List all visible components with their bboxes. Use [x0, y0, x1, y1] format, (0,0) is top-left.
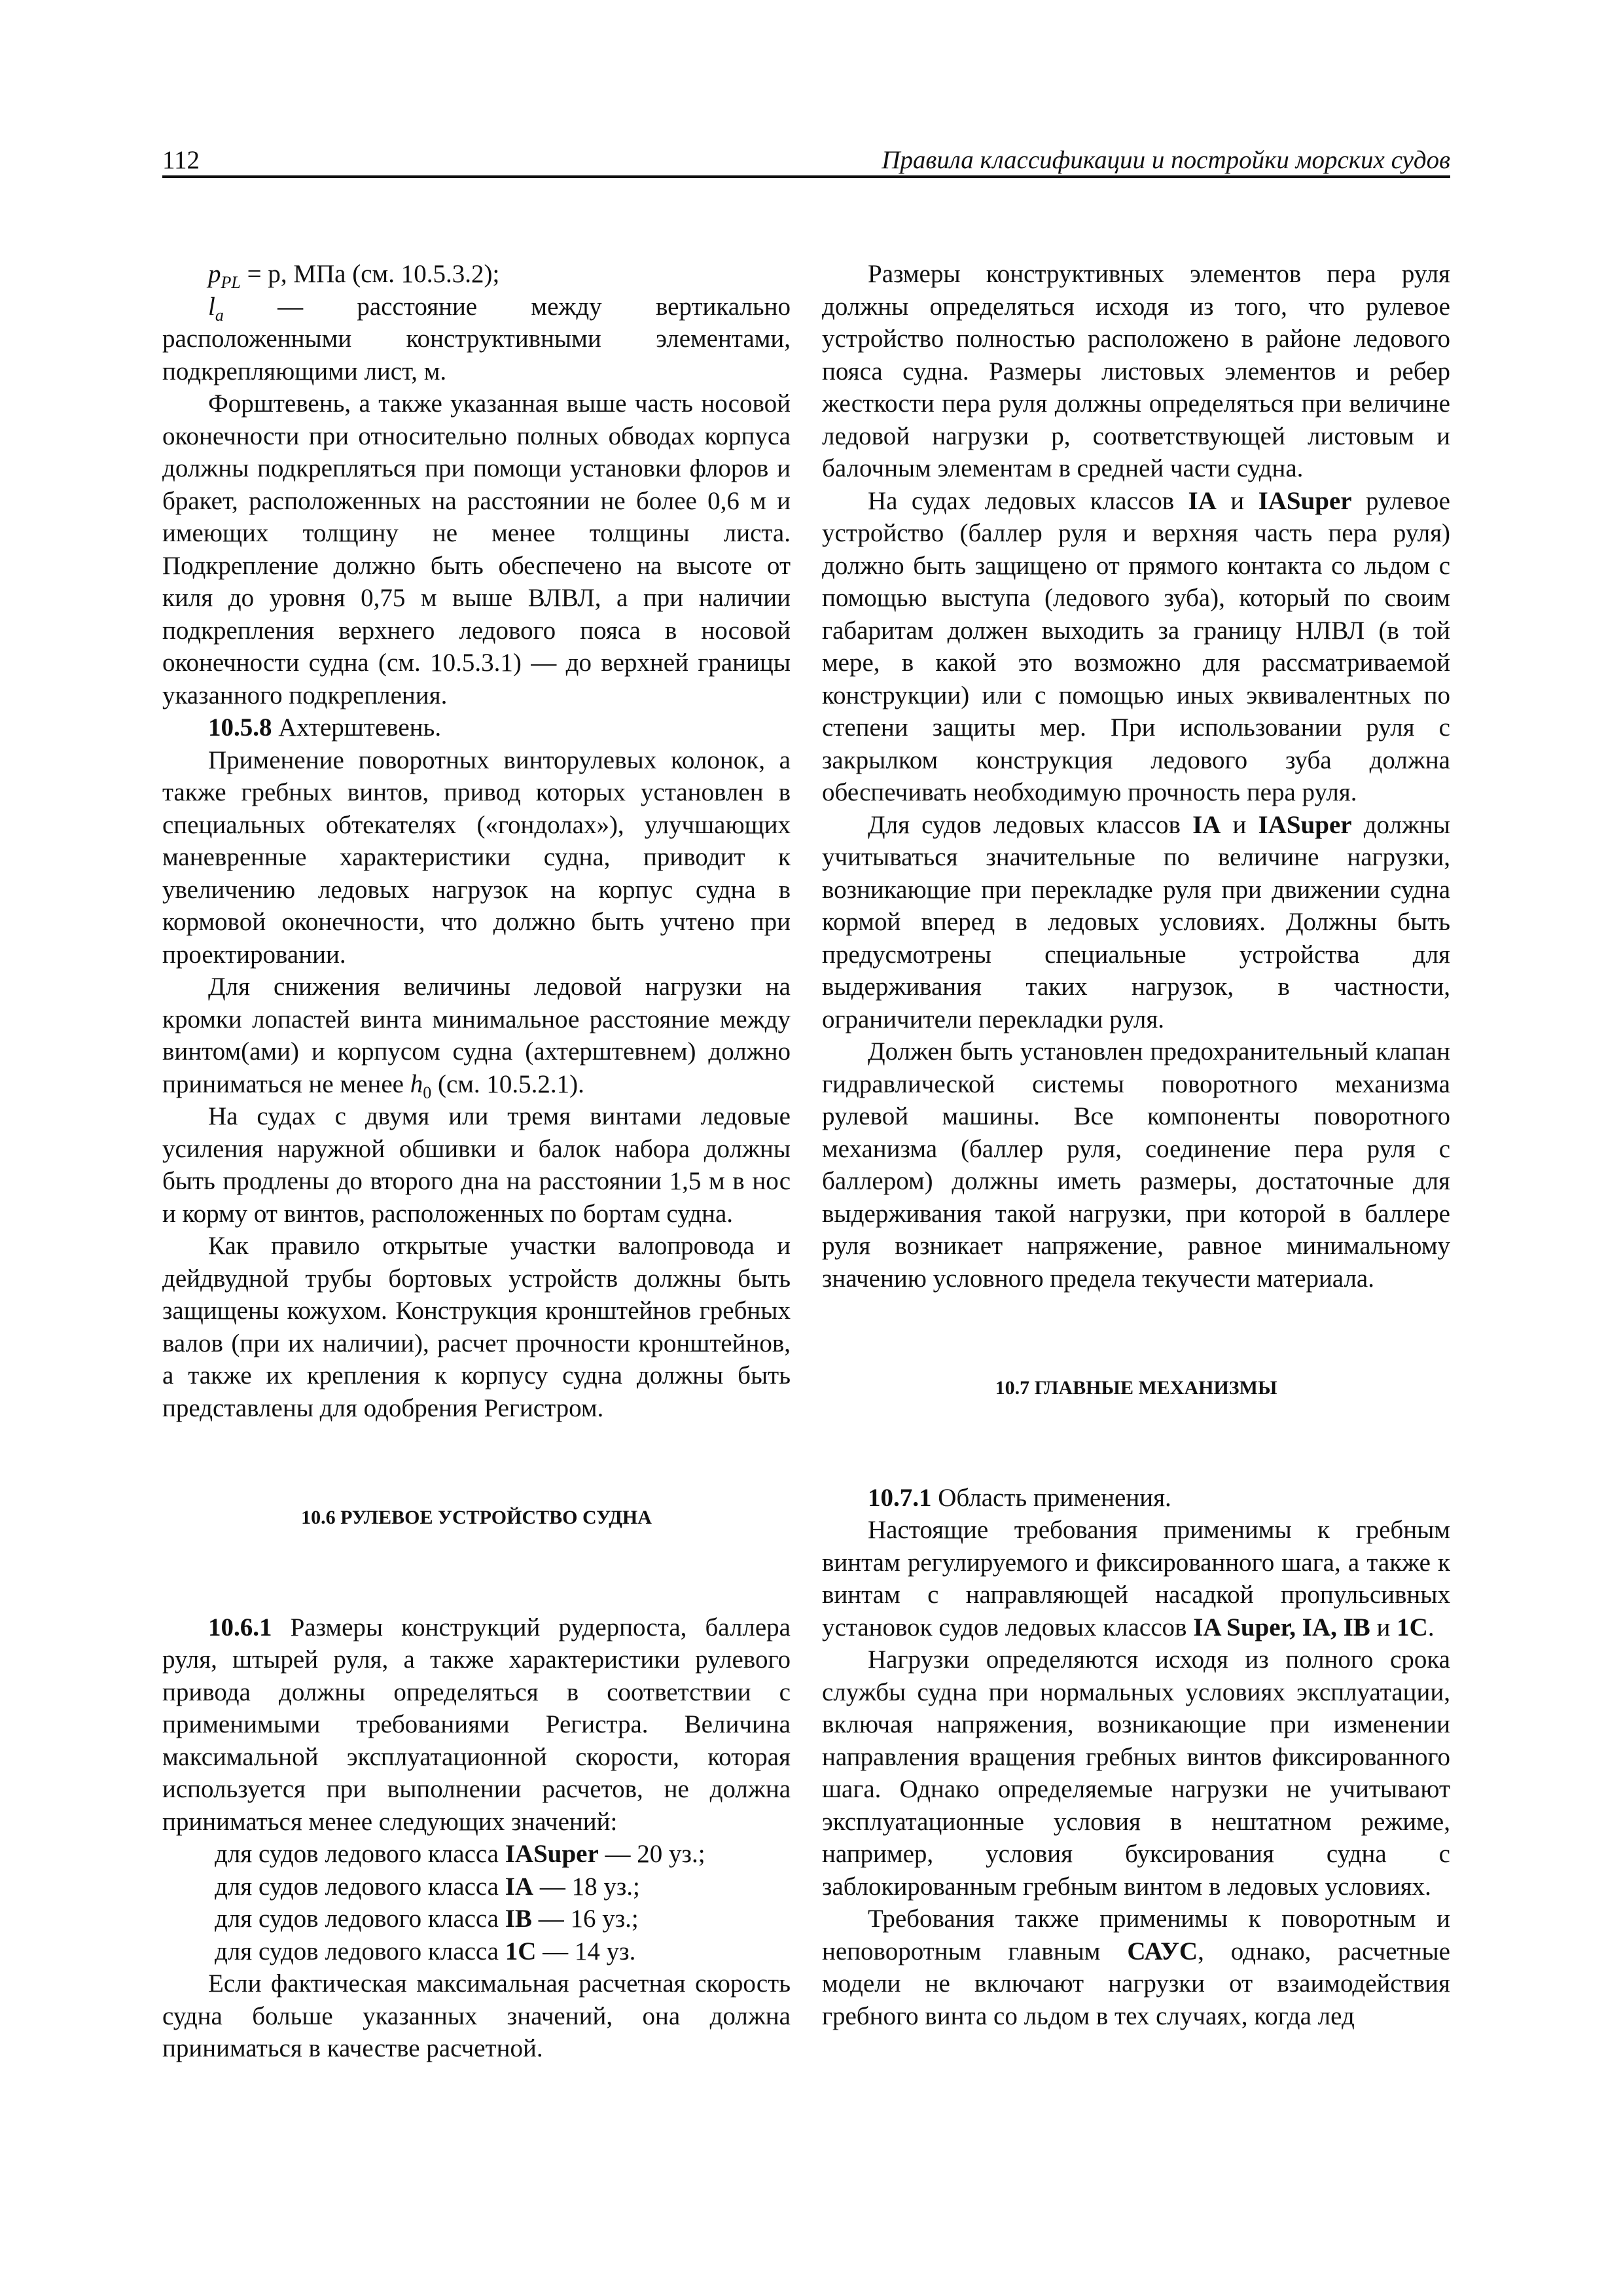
- paragraph-text: рулевое устройство (баллер руля и верхняя часть пера руля) должно быть защищено от прямого контакта со льдом с помощью выступа (ледового зуба), который по своим габаритам должен выходить за границу НЛВЛ (в той мере, в какой это возможно для рассматриваемой конструкции) или с помощью иных эквивалентных по степени защиты мер. При использовании руля с закрылком конструкция ледового зуба должна обеспечивать необходимую прочность пера руля.: [822, 486, 1450, 806]
- sub-0: 0: [423, 1083, 432, 1102]
- var-h: h: [410, 1069, 423, 1098]
- paragraph-text: должны учитываться значительные по величине нагрузки, возникающие при перекладке руля при движении судна кормой вперед в ледовых условиях. Должны быть предусмотрены специальные устройства для выдерживания таких нагрузок, в частности, ограничители перекладки руля.: [822, 810, 1451, 1033]
- section-10-5-8-title: [162, 711, 791, 744]
- paragraph-forshteven: Форштевень, а также указанная выше часть носовой оконечности при относительно полных обводах корпуса должны подкрепляться при помощи установки флоров и бракет, расположенных на расстоянии не более 0,6 м и имеющих толщину не менее толщины листа. Подкрепление должно быть обеспечено на высоте от киля до уровня 0,75 м выше ВЛВЛ, а при наличии подкрепления верхнего ледового пояса в носовой оконечности судна (см. 10.5.3.1) — до верхней границы указанного подкрепления.: [162, 389, 791, 709]
- section-title: Область применения.: [931, 1483, 1171, 1512]
- ice-class: 1C: [1397, 1613, 1428, 1641]
- page-number: 112: [162, 146, 200, 174]
- item-prefix: для судов ледового класса: [215, 1937, 505, 1965]
- conjunction: и: [1370, 1613, 1397, 1641]
- ice-class: IASuper: [505, 1840, 599, 1868]
- definition-la-text: — расстояние между вертикально расположенными конструктивными элементами, подкрепляющими лист, м.: [162, 292, 791, 386]
- speed-list-item: [162, 1903, 791, 1935]
- ice-class: IASuper: [1258, 486, 1352, 515]
- item-suffix: — 18 уз.;: [533, 1872, 640, 1901]
- paragraph-text: Для судов ледовых классов: [868, 810, 1193, 839]
- paragraph-text: , однако, расчетные модели не включают нагрузки от взаимодействия гребного винта со льдом в тех случаях, когда лед: [822, 1937, 1450, 2030]
- sub-pl: PL: [221, 272, 241, 292]
- section-10-7-1-title: [822, 1482, 1450, 1515]
- paragraph-primenenie: Применение поворотных винторулевых колонок, а также гребных винтов, привод которых установлен в специальных обтекателях («гондолах»), улучшающих маневренные характеристики судна, приводит к увеличению ледовых нагрузок на корпус судна в кормовой оконечности, что должно быть учтено при проектировании.: [162, 745, 791, 969]
- heading-10-7: 10.7 ГЛАВНЫЕ МЕХАНИЗМЫ: [995, 1377, 1277, 1399]
- ice-class: IA: [1192, 810, 1221, 839]
- section-number: 10.5.8: [208, 713, 272, 742]
- ice-class: 1C: [505, 1937, 537, 1965]
- item-suffix: — 14 уз.: [536, 1937, 636, 1965]
- paragraph-text-end: (см. 10.5.2.1).: [431, 1069, 584, 1098]
- paragraph-dlya-sudov: [822, 809, 1450, 1036]
- ice-class: IA Super, IA, IB: [1193, 1613, 1370, 1641]
- paragraph-text-end: .: [1427, 1613, 1435, 1641]
- conjunction: и: [1216, 486, 1258, 515]
- paragraph-na-sudah-ledovyh: [822, 485, 1450, 809]
- paragraph-text: На судах ледовых классов: [868, 486, 1188, 515]
- paragraph-text: Настоящие требования применимы к гребным винтам регулируемого и фиксированного шага, а также к винтам с направляющей насадкой пропульсивных установок судов ледовых классов: [822, 1516, 1450, 1641]
- speed-list-item: [162, 1838, 791, 1871]
- section-title: Ахтерштевень.: [272, 713, 442, 742]
- ice-class: IASuper: [1258, 810, 1352, 839]
- item-suffix: — 20 уз.;: [598, 1840, 705, 1868]
- speed-list-item: [162, 1935, 791, 1968]
- speed-list: [162, 1838, 791, 1967]
- definition-la: [162, 291, 791, 388]
- paragraph-nastoyashchie: [822, 1514, 1450, 1643]
- ice-class: IA: [505, 1872, 534, 1901]
- paragraph-text: Для снижения величины ледовой нагрузки на кромки лопастей винта минимальное расстояние между винтом(ами) и корпусом судна (ахтерштевнем) должно приниматься не менее: [162, 973, 791, 1098]
- speed-list-item: [162, 1871, 791, 1903]
- right-column: [822, 258, 1450, 2032]
- ice-class: IA: [1188, 486, 1217, 515]
- item-suffix: — 16 уз.;: [531, 1905, 639, 1933]
- ice-class: IB: [505, 1905, 532, 1933]
- heading-10-6: 10.6 РУЛЕВОЕ УСТРОЙСТВО СУДНА: [301, 1507, 652, 1528]
- sub-a: a: [215, 305, 224, 325]
- section-number: 10.6.1: [208, 1613, 272, 1641]
- paragraph-text: Требования также применимы к поворотным и неповоротным главным: [822, 1905, 1450, 1965]
- item-prefix: для судов ледового класса: [215, 1872, 505, 1901]
- paragraph-text: Размеры конструкций рудерпоста, баллера руля, штырей руля, а также характеристики рулевого привода должны определяться в соответствии с применимыми требованиями Регистра. Величина максимальной эксплуатационной скорости, которая используется при выполнении расчетов, не должна приниматься менее следующих значений:: [162, 1613, 791, 1836]
- var-l: l: [208, 292, 215, 321]
- paragraph-dlya-snizheniya: [162, 971, 791, 1100]
- paragraph-nagruzki: Нагрузки определяются исходя из полного срока службы судна при нормальных условиях эксплуатации, включая напряжения, возникающие при изменении направления вращения гребных винтов фиксированного шага. Однако определяемые нагрузки не учитывают эксплуатационные условия в нештатном режиме, например, условия буксирования судна с заблокированным гребным винтом в ледовых условиях.: [822, 1645, 1450, 1901]
- item-prefix: для судов ледового класса: [215, 1905, 505, 1933]
- abbreviation: САУС: [1127, 1937, 1198, 1965]
- paragraph-trebovaniya: [822, 1903, 1450, 2032]
- paragraph-10-6-1: [162, 1611, 791, 1839]
- conjunction: и: [1221, 810, 1258, 839]
- header-rule: [162, 175, 1450, 178]
- paragraph-kak-pravilo: Как правило открытые участки валопровода и дейдвудной трубы бортовых устройств должны быть защищены кожухом. Конструкция кронштейнов гребных валов (при их наличии), расчет прочности кронштейнов, а также их крепления к корпусу судна должны быть представлены для одобрения Регистром.: [162, 1232, 791, 1422]
- paragraph-dolzhen: Должен быть установлен предохранительный клапан гидравлической системы поворотного механизма рулевой машины. Все компоненты поворотного механизма (баллер руля, соединение пера руля с баллером) должны иметь размеры, достаточные для выдерживания такой нагрузки, при которой в баллере руля возникает напряжение, равное минимальному значению условного предела текучести материала.: [822, 1037, 1450, 1293]
- paragraph-razmery: Размеры конструктивных элементов пера руля должны определяться исходя из того, что рулевое устройство полностью расположено в районе ледового пояса судна. Размеры листовых элементов и ребер жесткости пера руля должны определяться при величине ледовой нагрузки p, соответствующей листовым и балочным элементам в средней части судна.: [822, 260, 1450, 482]
- paragraph-esli: Если фактическая максимальная расчетная скорость судна больше указанных значений, она должна приниматься в качестве расчетной.: [162, 1969, 791, 2062]
- definition-ppl: [162, 258, 791, 291]
- section-number: 10.7.1: [868, 1483, 932, 1512]
- var-p: p: [208, 260, 221, 288]
- item-prefix: для судов ледового класса: [215, 1840, 505, 1868]
- definition-ppl-text: = p, МПа (см. 10.5.3.2);: [240, 260, 500, 288]
- paragraph-na-sudah: На судах с двумя или тремя винтами ледовые усиления наружной обшивки и балок набора должны быть продлены до второго дна на расстоянии 1,5 м в нос и корму от винтов, расположенных по бортам судна.: [162, 1102, 791, 1228]
- running-title: Правила классификации и постройки морских судов: [882, 146, 1450, 174]
- left-column: [162, 258, 791, 2065]
